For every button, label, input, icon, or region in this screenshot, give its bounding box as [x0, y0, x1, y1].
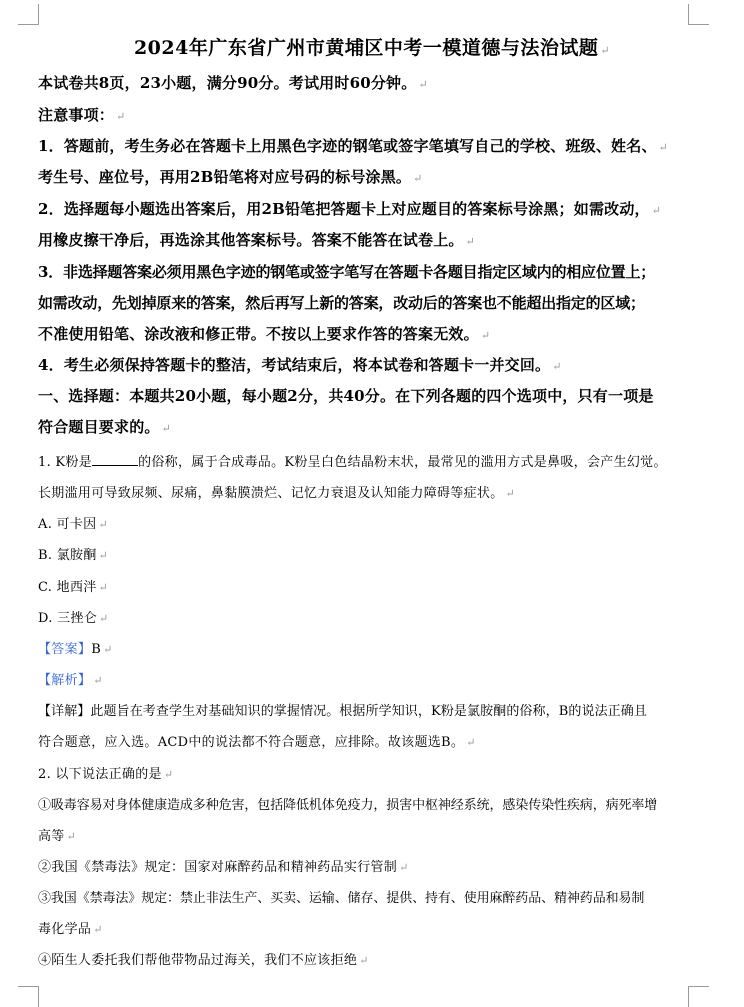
page-corner-mark [18, 4, 39, 25]
option-a: A. 可卡因 ↵ [38, 517, 108, 532]
question-1-stem: 长期滥用可导致尿频、尿痛，鼻黏膜溃烂、记忆力衰退及认知能力障碍等症状。 ↵ [38, 486, 516, 501]
answer-blank [92, 453, 138, 466]
question-1-stem: 1. K粉是 的俗称，属于合成毒品。K粉呈白色结晶粉末状，最常见的滥用方式是鼻吸，会产生幻觉。 [38, 455, 667, 470]
note-line: 用橡皮擦干净后，再选涂其他答案标号。答案不能答在试卷上。 ↵ [38, 231, 476, 249]
page-corner-mark [688, 4, 709, 25]
question-2-item: 毒化学品 ↵ [38, 922, 103, 937]
note-line: 4．考生必须保持答题卡的整洁，考试结束后，将本试卷和答题卡一并交回。 ↵ [38, 356, 562, 374]
question-2-item: 高等 ↵ [38, 829, 77, 844]
question-2-item: ③我国《禁毒法》规定：禁止非法生产、买卖、运输、储存、提供、持有、使用麻醉药品、精神药品和易制 [38, 891, 645, 906]
option-d: D. 三挫仑 ↵ [38, 611, 109, 626]
notes-heading: 注意事项： ↵ [38, 106, 126, 124]
question-2-item: ②我国《禁毒法》规定：国家对麻醉药品和精神药品实行管制 ↵ [38, 860, 409, 875]
note-line: 不准使用铅笔、涂改液和修正带。不按以上要求作答的答案无效。 ↵ [38, 325, 491, 343]
analysis-label: 【解析】 ↵ [38, 673, 103, 688]
question-2-item: ④陌生人委托我们帮他带物品过海关，我们不应该拒绝 ↵ [38, 953, 369, 968]
page-corner-mark [18, 986, 39, 1007]
page-corner-mark [688, 986, 709, 1007]
option-b: B. 氯胺酮 ↵ [38, 548, 109, 563]
detail-line: 符合题意，应入选。ACD中的说法都不符合题意，应排除。故该题选B。 ↵ [38, 735, 476, 750]
question-2-stem: 2. 以下说法正确的是 ↵ [38, 767, 174, 782]
note-line: 如需改动，先划掉原来的答案，然后再写上新的答案，改动后的答案也不能超出指定的区域； [38, 294, 645, 312]
note-line: 2．选择题每小题选出答案后，用2B铅笔把答题卡上对应题目的答案标号涂黑；如需改动， ↵ [38, 200, 662, 218]
section-heading: 一、选择题：本题共20小题，每小题2分，共40分。在下列各题的四个选项中，只有一项是 [38, 387, 654, 405]
answer-line: 【答案】B ↵ [38, 642, 113, 657]
note-line: 3．非选择题答案必须用黑色字迹的钢笔或签字笔写在答题卡各题目指定区域内的相应位置上； [38, 263, 656, 281]
option-c: C. 地西泮 ↵ [38, 580, 109, 595]
section-heading: 符合题目要求的。 ↵ [38, 418, 172, 436]
question-2-item: ①吸毒容易对身体健康造成多种危害，包括降低机体免疫力，损害中枢神经系统，感染传染性疾病，病死率增 [38, 798, 658, 813]
note-line: 考生号、座位号，再用2B铅笔将对应号码的标号涂黑。 ↵ [38, 168, 423, 186]
note-line: 1．答题前，考生务必在答题卡上用黑色字迹的钢笔或签字笔填写自己的学校、班级、姓名、 ↵ [38, 137, 669, 155]
detail-line: 【详解】此题旨在考查学生对基础知识的掌握情况。根据所学知识，K粉是氯胺酮的俗称，B的说法正确且 [38, 704, 647, 719]
document-title: 2024年广东省广州市黄埔区中考一模道德与法治试题 ↵ [133, 37, 611, 59]
exam-intro: 本试卷共8页，23小题，满分90分。考试用时60分钟。 ↵ [38, 74, 428, 92]
